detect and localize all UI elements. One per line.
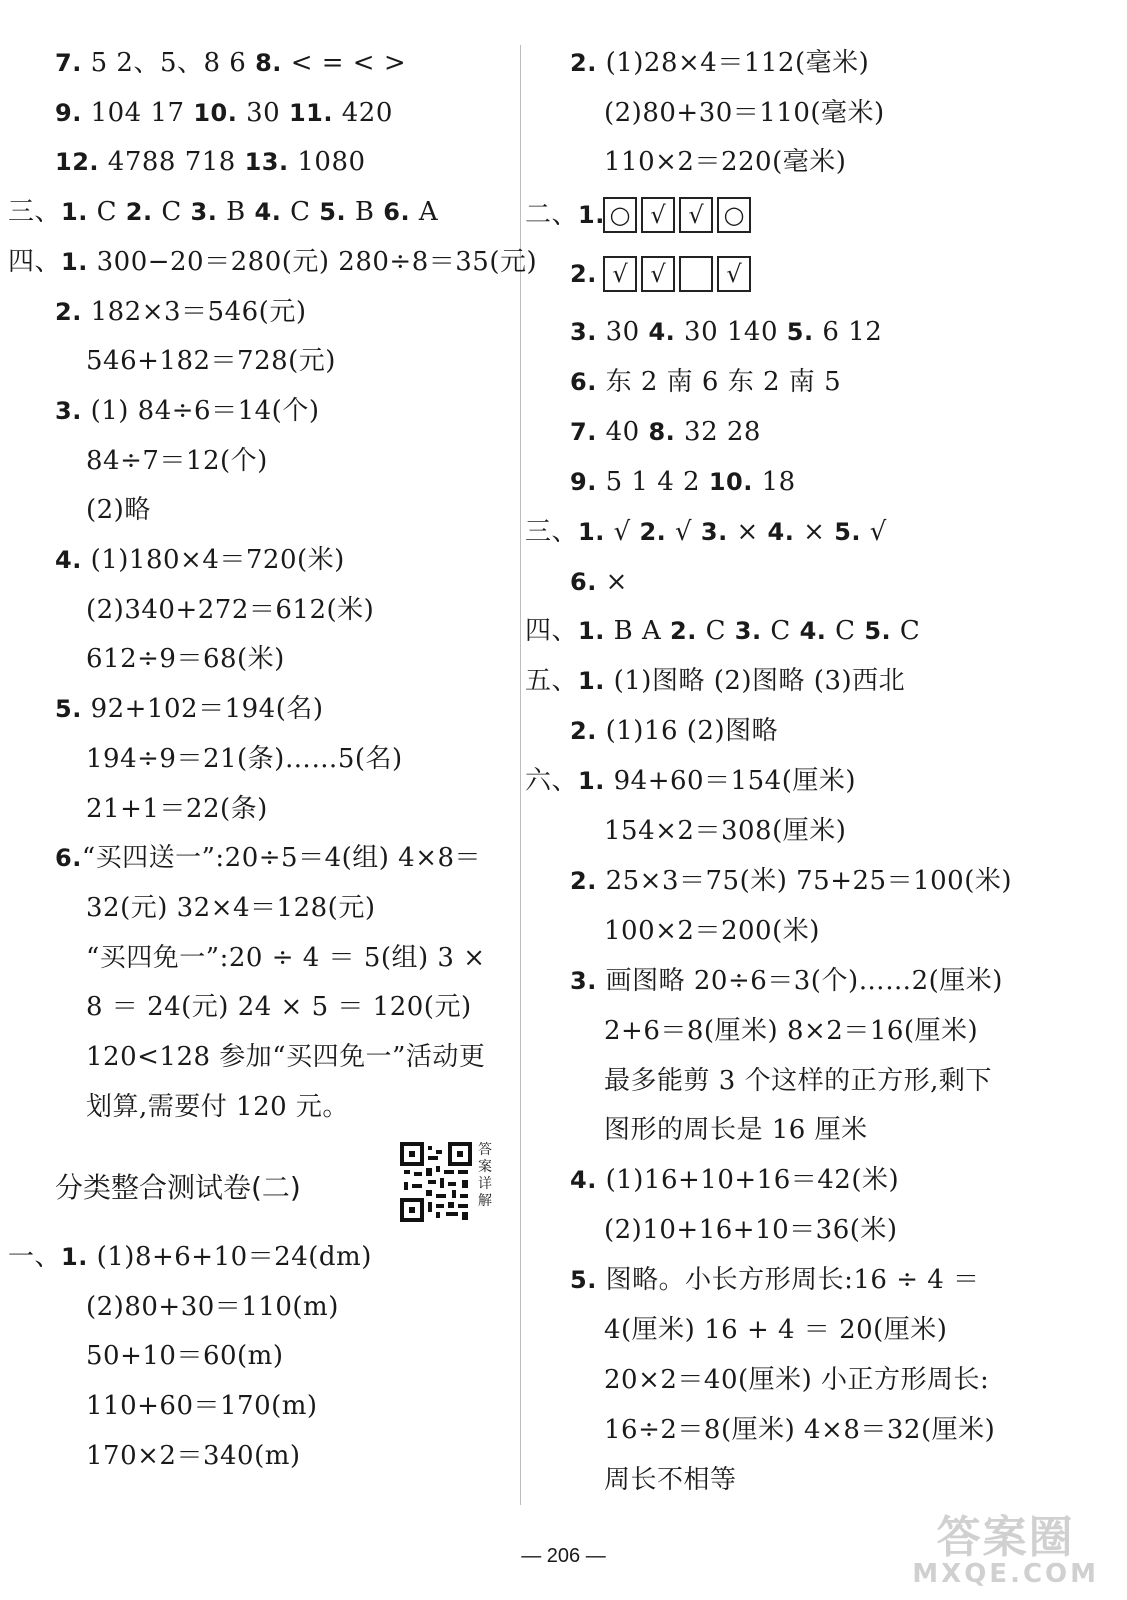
- answer-line: [525, 764, 856, 798]
- answer-text: B: [346, 197, 384, 228]
- answer-line: [570, 415, 761, 449]
- answer-line: [604, 1113, 868, 1147]
- answer-text: < = < >: [281, 48, 407, 78]
- answer-text: 104 17: [81, 97, 194, 128]
- question-number: 1.: [578, 201, 605, 229]
- answer-line: [525, 614, 920, 648]
- page-number: — 206 —: [521, 1545, 606, 1567]
- question-number: 10.: [708, 467, 753, 496]
- watermark-line2: MXQE.COM: [912, 1559, 1099, 1589]
- section-marker: 五、: [525, 666, 579, 697]
- answer-boxes: [603, 256, 751, 292]
- answer-box: √: [717, 256, 751, 292]
- answer-text: 划算,需要付 120 元。: [86, 1091, 349, 1122]
- answer-line: [86, 1290, 339, 1324]
- question-number: 2.: [670, 617, 697, 646]
- question-number: 4.: [767, 517, 795, 546]
- question-number: 9.: [55, 98, 82, 127]
- answer-line: [55, 295, 306, 329]
- answer-line: [55, 394, 319, 428]
- answer-line: [570, 964, 1003, 998]
- answer-line: [570, 864, 1012, 898]
- answer-text: C: [761, 616, 800, 647]
- answer-text: 84÷7＝12(个): [86, 445, 268, 476]
- question-number: 6.: [55, 844, 82, 873]
- question-number: 1.: [61, 1243, 88, 1271]
- question-number: 3.: [700, 517, 728, 546]
- answer-text: C: [281, 197, 320, 228]
- answer-line: [86, 344, 336, 378]
- question-number: 5.: [834, 517, 862, 546]
- answer-line: [604, 814, 846, 848]
- answer-text: 50+10＝60(m): [86, 1341, 284, 1372]
- answer-text: 2+6＝8(厘米) 8×2＝16(厘米): [604, 1015, 979, 1046]
- section-marker: 三、: [8, 197, 62, 228]
- answer-text: 194÷9＝21(条)……5(名): [86, 743, 403, 774]
- answer-line: [604, 1363, 989, 1397]
- section-marker: 六、: [525, 766, 579, 797]
- question-number: 4.: [570, 1166, 597, 1195]
- answer-text: 420: [333, 97, 393, 128]
- answer-text: 16÷2＝8(厘米) 4×8＝32(厘米): [604, 1414, 996, 1445]
- answer-text: √: [861, 516, 887, 547]
- answer-text: √: [604, 516, 640, 547]
- answer-line: [604, 1313, 947, 1347]
- answer-box: √: [641, 256, 675, 292]
- answer-text: 612÷9＝68(米): [86, 644, 285, 675]
- answer-text: (1)16+10+16＝42(米): [596, 1165, 900, 1196]
- answer-text: 120<128 参加“买四免一”活动更: [86, 1042, 486, 1072]
- question-number: 3.: [570, 966, 597, 995]
- answer-text: 5 2、5、8 6: [81, 48, 256, 78]
- answer-line: [570, 1163, 899, 1197]
- answer-text: (1)180×4＝720(米): [81, 545, 345, 575]
- question-number: 3.: [190, 198, 218, 227]
- question-number: 2.: [570, 49, 597, 77]
- answer-text: 110×2＝220(毫米): [604, 147, 847, 178]
- question-number: 3.: [570, 318, 597, 346]
- answer-text: 18: [752, 466, 796, 497]
- answer-line: [570, 565, 628, 599]
- answer-text: “买四免一”:20 ÷ 4 ＝ 5(组) 3 ×: [86, 942, 486, 973]
- answer-text: ×: [596, 566, 628, 597]
- answer-text: 182×3＝546(元): [81, 296, 307, 327]
- answer-text: ×: [794, 516, 835, 547]
- answer-text: (1)图略 (2)图略 (3)西北: [604, 666, 906, 697]
- answer-line: [604, 1413, 995, 1447]
- answer-text: (2)10+16+10＝36(米): [604, 1215, 898, 1246]
- answer-box: √: [641, 197, 675, 233]
- answer-text: (1) 84÷6＝14(个): [81, 395, 320, 426]
- question-number: 2.: [570, 717, 597, 746]
- answer-text: 最多能剪 3 个这样的正方形,剩下: [604, 1065, 992, 1096]
- question-number: 7.: [55, 49, 82, 77]
- qr-caption: 答案详解: [478, 1142, 492, 1209]
- answer-text: 32(元) 32×4＝128(元): [86, 892, 376, 923]
- answer-text: (1)28×4＝112(毫米): [596, 48, 870, 78]
- answer-line: [570, 315, 882, 349]
- answer-line: [86, 593, 374, 627]
- answer-text: √: [666, 516, 701, 547]
- question-number: 4.: [254, 198, 282, 227]
- question-number: 2.: [125, 198, 153, 227]
- answer-text: 94+60＝154(厘米): [604, 766, 856, 797]
- answer-text: 170×2＝340(m): [86, 1440, 301, 1471]
- question-number: 2.: [570, 260, 597, 288]
- answer-text: C: [826, 616, 865, 647]
- answer-text: 8 ＝ 24(元) 24 × 5 ＝ 120(元): [86, 992, 472, 1023]
- question-number: 4.: [55, 546, 82, 574]
- answer-line: [55, 543, 345, 577]
- qr-code: [400, 1142, 472, 1222]
- answer-line: [8, 245, 537, 279]
- question-number: 4.: [648, 318, 676, 346]
- question-number: 1.: [61, 198, 88, 227]
- section-marker: 一、: [8, 1242, 62, 1272]
- question-number: 8.: [648, 417, 676, 446]
- question-number: 13.: [244, 148, 289, 177]
- answer-text: 92+102＝194(名): [81, 694, 324, 725]
- answer-line: [55, 96, 393, 130]
- question-number: 6.: [383, 198, 411, 227]
- answer-line: [604, 914, 820, 948]
- answer-box: ○: [717, 197, 751, 233]
- question-number: 5.: [864, 617, 892, 646]
- answer-line: [86, 742, 403, 776]
- answer-text: (2)80+30＝110(m): [86, 1291, 339, 1322]
- answer-box: √: [603, 256, 637, 292]
- answer-line: [86, 792, 268, 826]
- question-number: 1.: [578, 767, 605, 796]
- answer-text: 东 2 南 6 东 2 南 5: [596, 366, 842, 397]
- watermark-line1: 答案圈: [936, 1512, 1075, 1563]
- answer-line: [86, 1090, 349, 1124]
- answer-line: [86, 1439, 301, 1473]
- answer-text: 图形的周长是 16 厘米: [604, 1115, 868, 1146]
- answer-line: [55, 841, 481, 875]
- answer-line: [604, 1064, 992, 1098]
- question-number: 2.: [639, 517, 667, 546]
- answer-text: 图略。小长方形周长:16 ÷ 4 ＝: [596, 1265, 980, 1296]
- answer-line: [570, 46, 869, 80]
- question-number: 5.: [55, 695, 82, 724]
- answer-text: 32 28: [675, 416, 761, 447]
- question-number: 5.: [319, 198, 347, 227]
- answer-box: ○: [603, 197, 637, 233]
- answer-line: [55, 145, 366, 179]
- answer-line: [570, 1263, 980, 1297]
- answer-line: [525, 515, 887, 549]
- answer-text: 5 1 4 2: [596, 466, 709, 497]
- question-number: 5.: [786, 318, 814, 346]
- question-number: 1.: [578, 667, 605, 696]
- answer-text: 21+1＝22(条): [86, 793, 268, 824]
- answer-line: [86, 891, 375, 925]
- question-number: 6.: [570, 367, 597, 396]
- section-marker: 三、: [525, 516, 579, 547]
- answer-text: C: [891, 616, 921, 647]
- answer-text: 20×2＝40(厘米) 小正方形周长:: [604, 1364, 990, 1395]
- answer-line: [8, 1240, 372, 1274]
- answer-text: A: [410, 197, 439, 228]
- answer-text: 25×3＝75(米) 75+25＝100(米): [596, 865, 1013, 896]
- answer-text: (2)340+272＝612(米): [86, 594, 375, 625]
- answer-text: B: [217, 197, 255, 228]
- answer-text: (2)80+30＝110(毫米): [604, 97, 885, 128]
- answer-line: [86, 444, 268, 478]
- section-marker: 四、: [525, 616, 579, 647]
- answer-text: 30: [596, 317, 649, 347]
- answer-text: 154×2＝308(厘米): [604, 816, 847, 846]
- answer-line: [86, 493, 151, 527]
- answer-text: 110+60＝170(m): [86, 1391, 318, 1422]
- question-number: 7.: [570, 417, 597, 446]
- answer-line: [525, 198, 605, 232]
- answer-text: 4(厘米) 16 + 4 ＝ 20(厘米): [604, 1315, 948, 1345]
- answer-line: [570, 257, 597, 291]
- answer-line: [570, 365, 841, 399]
- answer-text: 300−20＝280(元) 280÷8＝35(元): [87, 246, 538, 277]
- answer-line: [604, 145, 846, 179]
- answer-line: [86, 1389, 318, 1423]
- answer-text: ×: [727, 516, 768, 547]
- answer-line: [86, 1040, 485, 1074]
- answer-text: (1)16 (2)图略: [596, 716, 779, 747]
- question-number: 3.: [734, 617, 762, 646]
- answer-line: [570, 714, 778, 748]
- answer-box: [679, 256, 713, 292]
- answer-text: 546+182＝728(元): [86, 346, 336, 377]
- question-number: 6.: [570, 567, 597, 596]
- answer-line: [86, 941, 486, 975]
- question-number: 4.: [799, 617, 827, 646]
- section-marker: 二、: [525, 200, 579, 230]
- answer-line: [604, 96, 885, 130]
- answer-text: C: [87, 197, 126, 228]
- section-title: 分类整合测试卷(二): [55, 1171, 301, 1204]
- answer-text: 30 140: [675, 317, 787, 347]
- answer-text: 100×2＝200(米): [604, 915, 820, 946]
- question-number: 2.: [55, 297, 82, 326]
- answer-line: [604, 1213, 898, 1247]
- answer-line: [604, 1463, 737, 1497]
- answer-text: 4788 718: [99, 147, 245, 178]
- answer-text: (1)8+6+10＝24(dm): [87, 1242, 372, 1272]
- watermark: [912, 1512, 1099, 1589]
- question-number: 10.: [193, 98, 238, 127]
- answer-line: [86, 642, 285, 676]
- answer-line: [525, 664, 905, 698]
- question-number: 12.: [55, 148, 100, 177]
- question-number: 11.: [288, 98, 333, 127]
- answer-text: 1080: [288, 147, 366, 178]
- answer-text: (2)略: [86, 495, 151, 526]
- answer-box: √: [679, 197, 713, 233]
- question-number: 5.: [570, 1266, 597, 1295]
- answer-line: [86, 990, 472, 1024]
- question-number: 2.: [570, 866, 597, 895]
- answer-text: C: [696, 616, 735, 647]
- question-number: 1.: [578, 617, 605, 646]
- answer-text: 画图略 20÷6＝3(个)……2(厘米): [596, 965, 1003, 996]
- answer-line: [604, 1014, 978, 1048]
- question-number: 3.: [55, 396, 82, 425]
- answer-text: B A: [604, 616, 671, 647]
- answer-text: 40: [596, 416, 649, 447]
- answer-line: [55, 692, 324, 726]
- question-number: 1.: [61, 247, 88, 276]
- answer-text: 6 12: [813, 317, 883, 347]
- question-number: 8.: [255, 49, 282, 77]
- answer-text: 30: [237, 97, 289, 128]
- question-number: 9.: [570, 467, 597, 496]
- answer-text: “买四送一”:20÷5＝4(组) 4×8＝: [81, 843, 482, 874]
- answer-line: [55, 46, 406, 80]
- answer-boxes: [603, 197, 751, 233]
- answer-line: [570, 465, 796, 499]
- question-number: 1.: [578, 517, 605, 546]
- answer-text: C: [152, 197, 191, 228]
- answer-line: [8, 195, 438, 229]
- answer-text: 周长不相等: [604, 1464, 737, 1495]
- answer-line: [86, 1339, 283, 1373]
- section-marker: 四、: [8, 246, 62, 277]
